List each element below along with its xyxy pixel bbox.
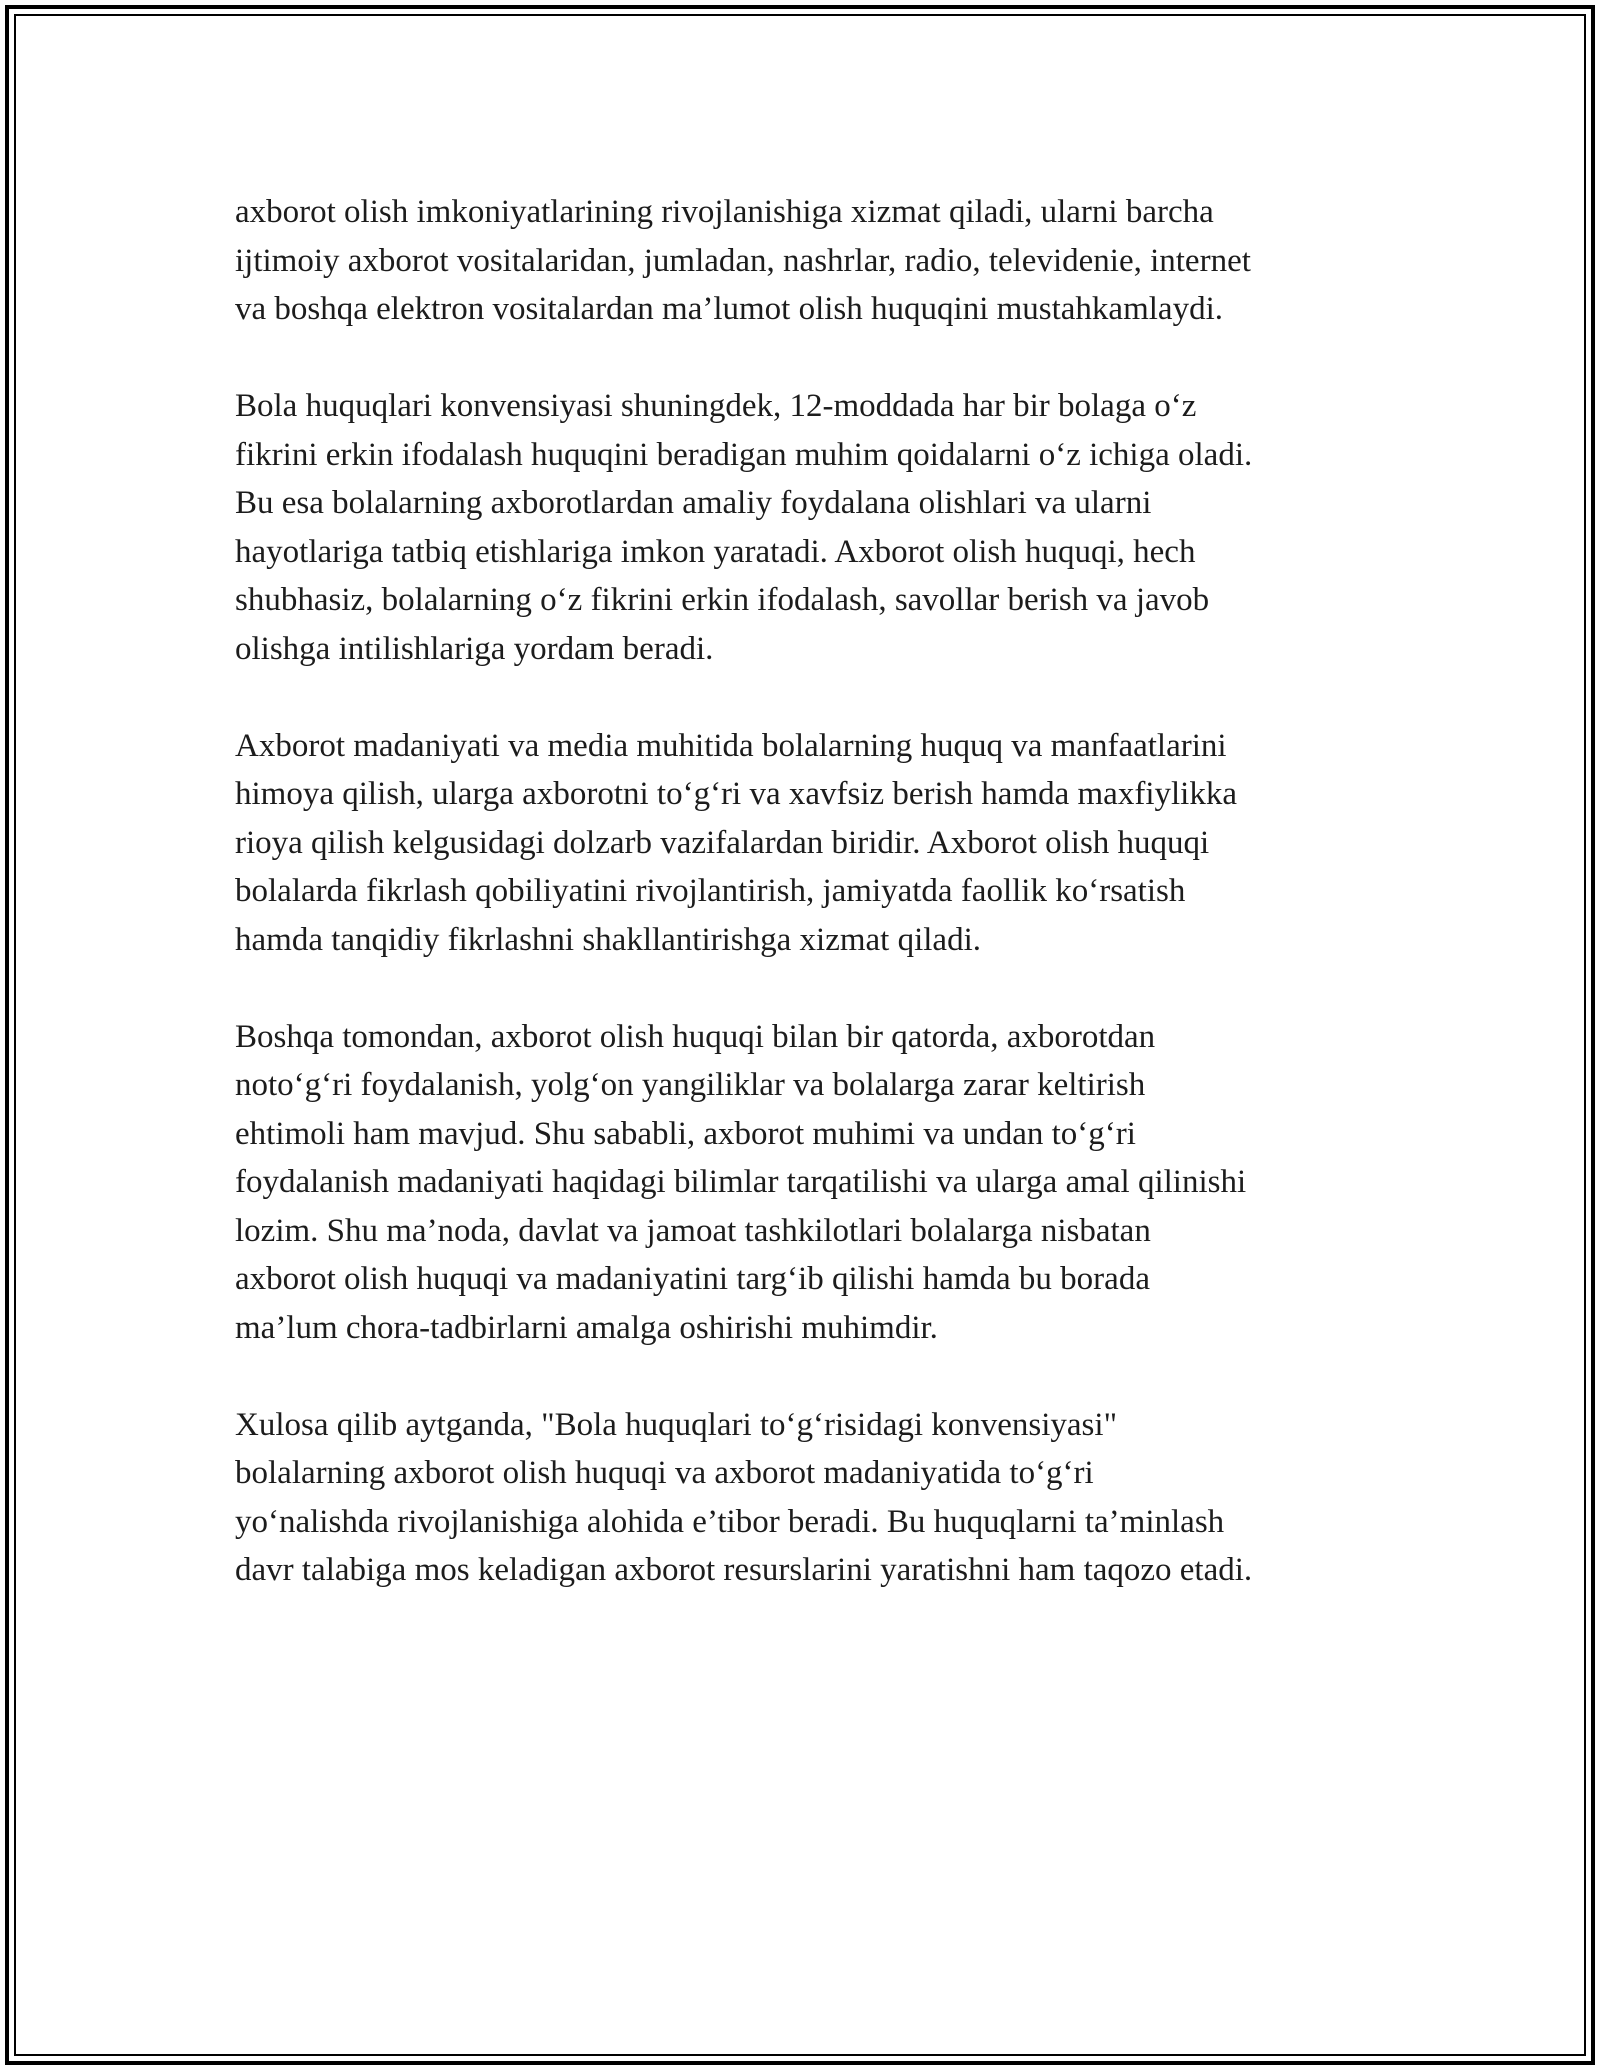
text-line: noto‘g‘ri foydalanish, yolg‘on yangiliklar va bolalarga zarar keltirish — [235, 1067, 1146, 1103]
text-line: yo‘nalishda rivojlanishiga alohida e’tibor beradi. Bu huquqlarni ta’minlash — [235, 1503, 1225, 1540]
paragraph-2 — [235, 382, 1385, 673]
text-line: shubhasiz, bolalarning o‘z fikrini erkin ifodalash, savollar berish va javob — [235, 582, 1210, 618]
text-line: Bu esa bolalarning axborotlardan amaliy foydalana olishlari va ularni — [235, 485, 1152, 521]
paragraph-1 — [235, 188, 1385, 334]
document-body — [235, 188, 1385, 1643]
text-line: va boshqa elektron vositalardan ma’lumot olish huquqini mustahkamlaydi. — [235, 291, 1223, 327]
paragraph-4 — [235, 1013, 1385, 1353]
text-line: foydalanish madaniyati haqidagi bilimlar tarqatilishi va ularga amal qilinishi — [235, 1164, 1247, 1200]
text-line: bolalarda fikrlash qobiliyatini rivojlantirish, jamiyatda faollik ko‘rsatish — [235, 873, 1186, 909]
text-line: ijtimoiy axborot vositalaridan, jumladan, nashrlar, radio, televidenie, internet — [235, 242, 1251, 279]
text-line: Xulosa qilib aytganda, "Bola huquqlari to‘g‘risidagi konvensiyasi" — [235, 1406, 1118, 1443]
text-line: hayotlariga tatbiq etishlariga imkon yaratadi. Axborot olish huquqi, hech — [235, 533, 1196, 570]
paragraph-3 — [235, 722, 1385, 965]
text-line: bolalarning axborot olish huquqi va axborot madaniyatida to‘g‘ri — [235, 1455, 1094, 1491]
text-line: ma’lum chora-tadbirlarni amalga oshirishi muhimdir. — [235, 1309, 938, 1346]
text-line: ehtimoli ham mavjud. Shu sababli, axborot muhimi va undan to‘g‘ri — [235, 1115, 1136, 1152]
text-line: rioya qilish kelgusidagi dolzarb vazifalardan biridir. Axborot olish huquqi — [235, 824, 1210, 861]
text-line: fikrini erkin ifodalash huquqini beradigan muhim qoidalarni o‘z ichiga oladi. — [235, 436, 1253, 473]
text-line: lozim. Shu ma’noda, davlat va jamoat tashkilotlari bolalarga nisbatan — [235, 1212, 1151, 1249]
text-line: axborot olish huquqi va madaniyatini targ‘ib qilishi hamda bu borada — [235, 1261, 1150, 1297]
text-line: Axborot madaniyati va media muhitida bolalarning huquq va manfaatlarini — [235, 727, 1227, 764]
text-line: davr talabiga mos keladigan axborot resurslarini yaratishni ham taqozo etadi. — [235, 1552, 1253, 1588]
text-line: hamda tanqidiy fikrlashni shakllantirishga xizmat qiladi. — [235, 921, 981, 958]
paragraph-5 — [235, 1401, 1385, 1595]
text-line: olishga intilishlariga yordam beradi. — [235, 630, 714, 667]
text-line: Boshqa tomondan, axborot olish huquqi bilan bir qatorda, axborotdan — [235, 1018, 1156, 1055]
text-line: himoya qilish, ularga axborotni to‘g‘ri va xavfsiz berish hamda maxfiylikka — [235, 776, 1237, 812]
text-line: Bola huquqlari konvensiyasi shuningdek, 12-moddada har bir bolaga o‘z — [235, 388, 1197, 424]
text-line: axborot olish imkoniyatlarining rivojlanishiga xizmat qiladi, ularni barcha — [235, 194, 1214, 230]
